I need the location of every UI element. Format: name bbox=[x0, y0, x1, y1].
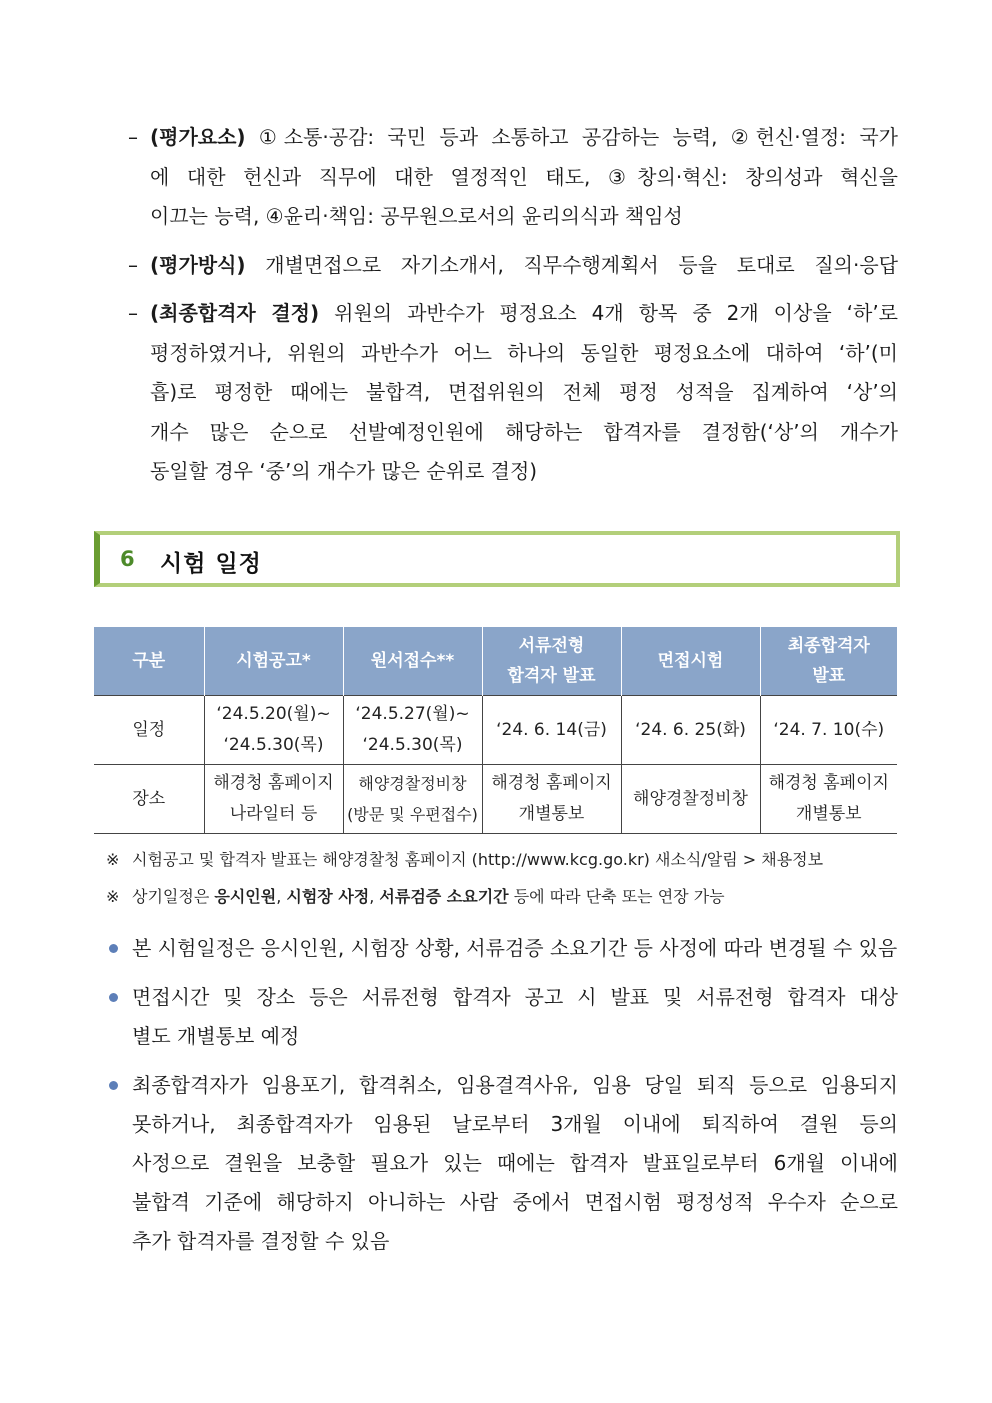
eval-text: 동일할 경우 ‘중’의 개수가 많은 순위로 결정) bbox=[150, 459, 538, 483]
section-title: 시험 일정 bbox=[160, 551, 262, 577]
header-cell: 구분 bbox=[94, 627, 204, 696]
note-text: 등에 따라 단축 또는 연장 가능 bbox=[508, 887, 725, 906]
bullet-text: 최종합격자가 임용포기, 합격취소, 임용결격사유, 임용 당일 퇴직 등으로 임용되지 bbox=[132, 1073, 898, 1097]
eval-text: 흡)로 평정한 때에는 불합격, 면접위원의 전체 평정 성적을 집계하여 ‘상’의 bbox=[150, 380, 898, 404]
bullet-text: 별도 개별통보 예정 bbox=[132, 1024, 300, 1048]
header-cell: 서류전형 합격자 발표 bbox=[482, 627, 621, 696]
table-header-row bbox=[94, 627, 897, 696]
eval-text: 개별면접으로 자기소개서, 직무수행계획서 등을 토대로 질의·응답 bbox=[245, 253, 898, 277]
bullet-text: 불합격 기준에 해당하지 아니하는 사람 중에서 면접시험 평정성적 우수자 순으로 bbox=[132, 1190, 898, 1214]
table-cell: 일정 bbox=[94, 696, 204, 765]
eval-item-criteria bbox=[128, 118, 898, 237]
eval-label: (평가요소) bbox=[150, 125, 246, 149]
reference-mark: ※ bbox=[106, 850, 120, 869]
header-cell: 최종합격자 발표 bbox=[760, 627, 897, 696]
reference-mark: ※ bbox=[106, 887, 120, 906]
header-cell: 원서접수** bbox=[343, 627, 482, 696]
bullet-dot-icon bbox=[109, 1081, 118, 1090]
bullet-dot-icon bbox=[109, 993, 118, 1002]
eval-text: 에 대한 헌신과 직무에 대한 열정적인 태도, ③창의·혁신: 창의성과 혁신을 bbox=[150, 164, 898, 189]
eval-item-final-decision bbox=[128, 294, 898, 492]
table-cell: ‘24. 6. 14(금) bbox=[482, 696, 621, 765]
eval-text: 위원의 과반수가 평정요소 4개 항목 중 2개 이상을 ‘하’로 bbox=[319, 301, 898, 325]
eval-label: (평가방식) bbox=[150, 253, 246, 277]
note-emphasis: 응시인원 bbox=[214, 887, 277, 906]
bullet-item bbox=[106, 1066, 898, 1261]
section-header bbox=[94, 531, 900, 587]
bullet-text: 본 시험일정은 응시인원, 시험장 상황, 서류검증 소요기간 등 사정에 따라 변경될 수 있음 bbox=[132, 936, 898, 960]
note-emphasis: 시험장 사정 bbox=[286, 887, 370, 906]
bullet-text: 면접시간 및 장소 등은 서류전형 합격자 공고 시 발표 및 서류전형 합격자 대상 bbox=[132, 985, 898, 1009]
header-cell: 시험공고* bbox=[204, 627, 343, 696]
eval-text: 평정하였거나, 위원의 과반수가 어느 하나의 동일한 평정요소에 대하여 ‘하’(미 bbox=[150, 340, 898, 365]
dash-marker: – bbox=[128, 301, 138, 325]
table-row bbox=[94, 696, 897, 765]
bullet-item bbox=[106, 929, 898, 968]
note-schedule-change: ※ 상기일정은 응시인원, 시험장 사정, 서류검증 소요기간 등에 따라 단축 또는 연장 가능 bbox=[106, 887, 725, 906]
table-cell: 해경청 홈페이지 나라일터 등 bbox=[204, 765, 343, 834]
table-cell: 장소 bbox=[94, 765, 204, 834]
eval-text: ①소통·공감: 국민 등과 소통하고 공감하는 능력, ②헌신·열정: 국가 bbox=[245, 125, 898, 149]
section-number: 6 bbox=[120, 547, 135, 571]
note-emphasis: 서류검증 소요기간 bbox=[379, 887, 509, 906]
dash-marker: – bbox=[128, 125, 138, 149]
bullet-text: 추가 합격자를 결정할 수 있음 bbox=[132, 1229, 390, 1253]
table-cell: 해양경찰정비창 (방문 및 우편접수) bbox=[343, 765, 482, 834]
dash-marker: – bbox=[128, 253, 138, 277]
eval-item-method bbox=[128, 246, 898, 286]
eval-text: 개수 많은 순으로 선발예정인원에 해당하는 합격자를 결정함(‘상’의 개수가 bbox=[150, 419, 898, 444]
table-cell: ‘24. 6. 25(화) bbox=[621, 696, 760, 765]
bullet-text: 사정으로 결원을 보충할 필요가 있는 때에는 합격자 발표일로부터 6개월 이내에 bbox=[132, 1151, 898, 1175]
schedule-table bbox=[94, 627, 897, 834]
table-cell: 해경청 홈페이지 개별통보 bbox=[760, 765, 897, 834]
eval-text: 이끄는 능력, ④윤리·책임: 공무원으로서의 윤리의식과 책임성 bbox=[150, 204, 683, 228]
note-text: 시험공고 및 합격자 발표는 해양경찰청 홈페이지 (http://www.kcg.go.kr) 새소식/알림 > 채용정보 bbox=[132, 850, 824, 869]
table-row bbox=[94, 765, 897, 834]
table-cell: ‘24.5.27(월)~ ‘24.5.30(목) bbox=[343, 696, 482, 765]
note-text: 상기일정은 bbox=[132, 887, 215, 906]
bullet-item bbox=[106, 978, 898, 1056]
table-cell: 해경청 홈페이지 개별통보 bbox=[482, 765, 621, 834]
bullet-dot-icon bbox=[109, 944, 118, 953]
header-cell: 면접시험 bbox=[621, 627, 760, 696]
eval-label: (최종합격자 결정) bbox=[150, 301, 320, 325]
note-announcement bbox=[106, 847, 823, 870]
table-cell: ‘24. 7. 10(수) bbox=[760, 696, 897, 765]
table-cell: 해양경찰정비창 bbox=[621, 765, 760, 834]
table-cell: ‘24.5.20(월)~ ‘24.5.30(목) bbox=[204, 696, 343, 765]
bullet-text: 못하거나, 최종합격자가 임용된 날로부터 3개월 이내에 퇴직하여 결원 등의 bbox=[132, 1112, 898, 1136]
